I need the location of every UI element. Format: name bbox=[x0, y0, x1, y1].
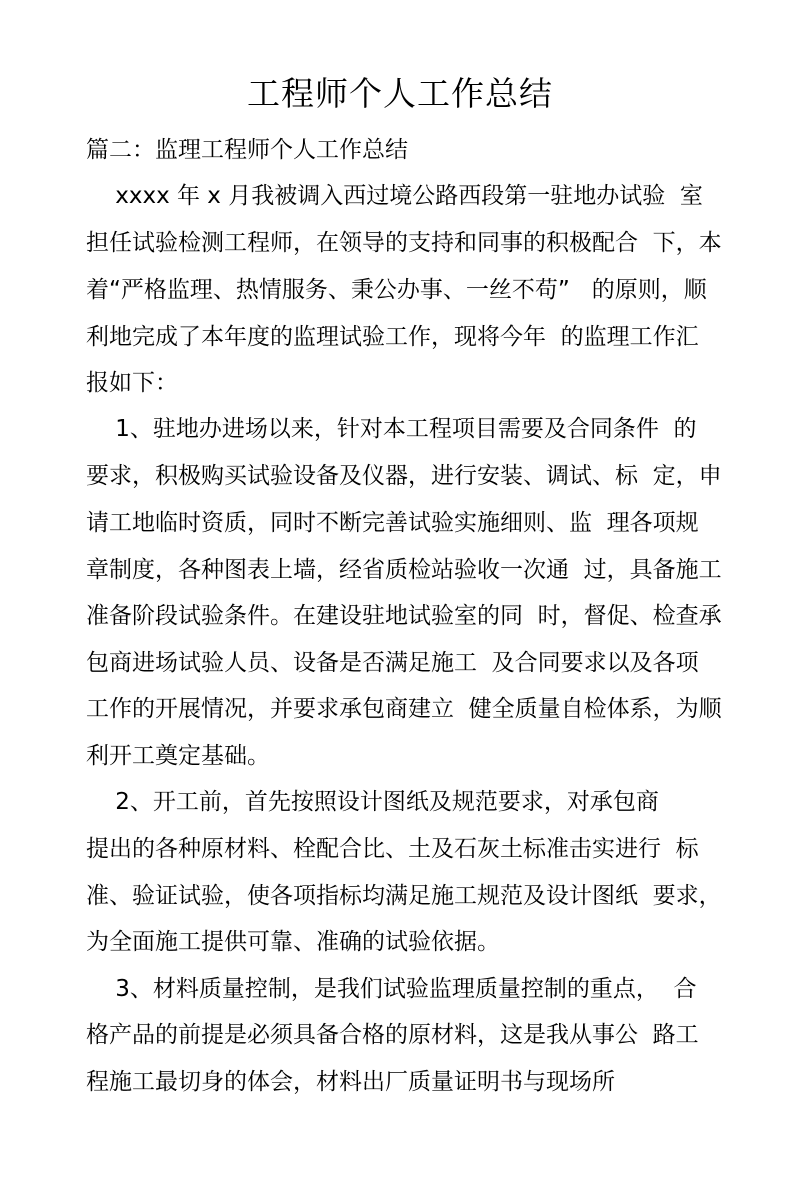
paragraph-line: 准、验证试验，使各项指标均满足施工规范及设计图纸 要求， bbox=[86, 883, 722, 909]
paragraph-line: 准备阶段试验条件。在建设驻地试验室的同 时，督促、检查承 bbox=[86, 603, 722, 629]
paragraph-line: 担任试验检测工程师，在领导的支持和同事的积极配合 下，本 bbox=[86, 230, 722, 256]
document-subtitle: 篇二：监理工程师个人工作总结 bbox=[86, 137, 408, 163]
paragraph-line: 程施工最切身的体会，材料出厂质量证明书与现场所 bbox=[86, 1069, 615, 1095]
paragraph-line: 章制度，各种图表上墙，经省质检站验收一次通 过，具备施工 bbox=[86, 557, 722, 583]
paragraph-line: 为全面施工提供可靠、准确的试验依据。 bbox=[86, 929, 500, 955]
document-title: 工程师个人工作总结 bbox=[247, 74, 553, 113]
paragraph-line: 提出的各种原材料、栓配合比、土及石灰土标准击实进行 标 bbox=[86, 836, 699, 862]
paragraph-line: 利开工奠定基础。 bbox=[86, 743, 270, 769]
paragraph-line: xxxx 年 x 月我被调入西过境公路西段第一驻地办试验 室 bbox=[86, 183, 703, 209]
paragraph-line: 报如下： bbox=[86, 370, 178, 396]
paragraph-line: 请工地临时资质，同时不断完善试验实施细则、监 理各项规 bbox=[86, 510, 699, 536]
paragraph-line: 着“严格监理、热情服务、秉公办事、一丝不苟” 的原则，顺 bbox=[86, 277, 707, 303]
paragraph-line: 利地完成了本年度的监理试验工作，现将今年 的监理工作汇 bbox=[86, 324, 699, 350]
paragraph-line: 要求，积极购买试验设备及仪器，进行安装、调试、标 定，申 bbox=[86, 463, 722, 489]
paragraph-line: 工作的开展情况，并要求承包商建立 健全质量自检体系，为顺 bbox=[86, 696, 722, 722]
paragraph-line: 2、开工前，首先按照设计图纸及规范要求，对承包商 bbox=[86, 789, 659, 815]
paragraph-line: 3、材料质量控制，是我们试验监理质量控制的重点， 合 bbox=[86, 976, 697, 1002]
paragraph-line: 格产品的前提是必须具备合格的原材料，这是我从事公 路工 bbox=[86, 1022, 699, 1048]
paragraph-line: 包商进场试验人员、设备是否满足施工 及合同要求以及各项 bbox=[86, 650, 699, 676]
paragraph-line: 1、驻地办进场以来，针对本工程项目需要及合同条件 的 bbox=[86, 416, 697, 442]
